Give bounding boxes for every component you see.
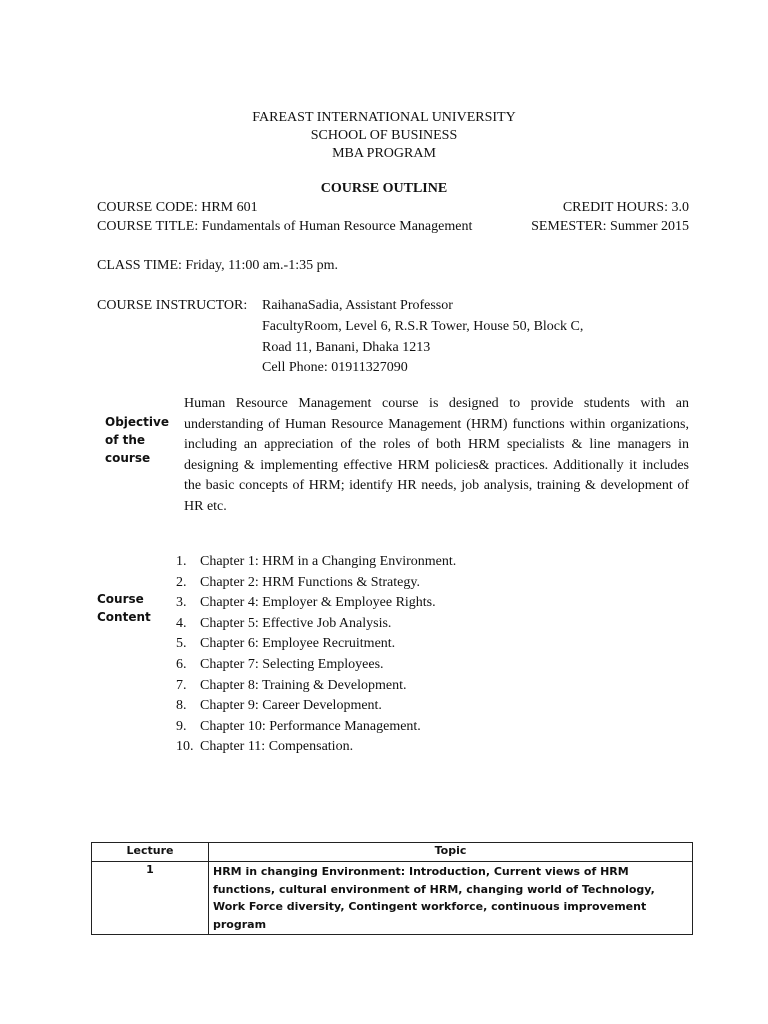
program-name: MBA PROGRAM <box>332 146 436 161</box>
list-item-number: 7. <box>176 677 187 693</box>
course-code-row <box>97 200 689 216</box>
objective-label-line2: of the <box>105 433 146 447</box>
table-row <box>92 862 693 935</box>
university-name: FAREAST INTERNATIONAL UNIVERSITY <box>252 110 516 125</box>
list-item <box>176 552 456 573</box>
list-item-text: Chapter 11: Compensation. <box>200 739 354 755</box>
course-title: COURSE TITLE: Fundamentals of Human Resource Management <box>97 219 473 234</box>
list-item-text: Chapter 9: Career Development. <box>200 698 382 714</box>
course-content-label <box>97 590 151 626</box>
list-item-text: Chapter 8: Training & Development. <box>200 677 407 693</box>
credit-hours: CREDIT HOURS: 3.0 <box>562 200 689 215</box>
instructor-name: RaihanaSadia, Assistant Professor <box>262 298 453 313</box>
instructor-phone: Cell Phone: 01911327090 <box>262 360 408 375</box>
list-item-number: 10. <box>176 739 194 755</box>
table-header-row <box>92 843 693 862</box>
semester: SEMESTER: Summer 2015 <box>531 219 689 234</box>
lecture-table <box>91 842 693 935</box>
school-name: SCHOOL OF BUSINESS <box>310 128 458 143</box>
course-code: COURSE CODE: HRM 601 <box>97 200 258 215</box>
list-item-text: Chapter 2: HRM Functions & Strategy. <box>200 574 420 590</box>
instructor-address-line1: FacultyRoom, Level 6, R.S.R Tower, House 50, Block C, <box>262 319 584 334</box>
objective-label-line3: course <box>105 451 151 465</box>
list-item <box>176 655 456 676</box>
list-item <box>176 634 456 655</box>
list-item-text: Chapter 7: Selecting Employees. <box>200 656 384 672</box>
list-item-text: Chapter 1: HRM in a Changing Environment. <box>200 554 457 569</box>
list-item-number: 5. <box>176 636 187 652</box>
column-header-topic: Topic <box>209 843 693 862</box>
instructor-address-line2: Road 11, Banani, Dhaka 1213 <box>262 340 431 355</box>
instructor-label: COURSE INSTRUCTOR: <box>97 298 248 313</box>
list-item <box>176 737 456 758</box>
list-item-text: Chapter 4: Employer & Employee Rights. <box>200 595 436 611</box>
list-item-number: 2. <box>176 574 187 590</box>
course-content-label-line1: Course <box>97 592 144 606</box>
list-item <box>176 614 456 635</box>
lecture-topic: HRM in changing Environment: Introduction, Current views of HRM functions, cultural environment of HRM, changing world of Technology, Work Force diversity, Contingent workforce, continuous improvement program <box>209 862 693 935</box>
class-time: CLASS TIME: Friday, 11:00 am.-1:35 pm. <box>97 258 338 273</box>
list-item-number: 6. <box>176 656 187 672</box>
list-item <box>176 676 456 697</box>
objective-text: Human Resource Management course is designed to provide students with an understanding of Human Resource Management (HRM) functions within organizations, including an appreciation of the roles of both HRM specialists & line managers in designing & implementing effective HRM policies& practices. Additionally it includes the basic concepts of HRM; identify HR needs, job analysis, training & development of HR etc. <box>184 396 689 514</box>
chapter-list <box>176 552 456 758</box>
list-item-number: 8. <box>176 698 187 714</box>
list-item <box>176 717 456 738</box>
column-header-lecture: Lecture <box>92 843 209 862</box>
objective-label-line1: Objective <box>105 415 169 429</box>
list-item <box>176 696 456 717</box>
list-item-number: 1. <box>176 554 187 569</box>
objective-label <box>105 413 169 467</box>
list-item <box>176 573 456 594</box>
list-item-text: Chapter 10: Performance Management. <box>200 718 421 734</box>
list-item-number: 4. <box>176 615 187 631</box>
document-title: COURSE OUTLINE <box>320 181 448 196</box>
list-item <box>176 593 456 614</box>
course-content-label-line2: Content <box>97 610 151 624</box>
list-item-number: 9. <box>176 718 187 734</box>
list-item-text: Chapter 6: Employee Recruitment. <box>200 636 396 652</box>
lecture-number: 1 <box>92 862 209 935</box>
list-item-text: Chapter 5: Effective Job Analysis. <box>200 615 392 631</box>
list-item-number: 3. <box>176 595 187 611</box>
course-title-row <box>97 219 689 235</box>
